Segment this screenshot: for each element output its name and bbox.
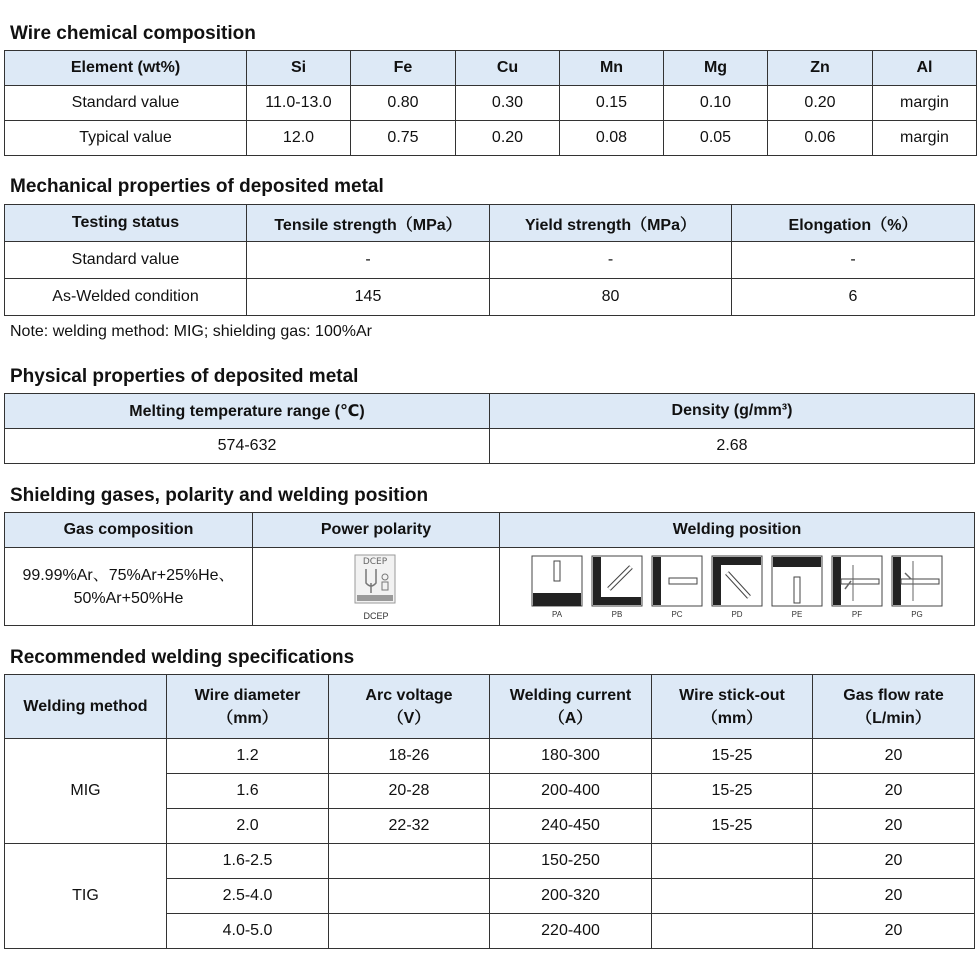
table-cell: - <box>490 242 732 279</box>
gas-line-2: 50%Ar+50%He <box>73 589 184 607</box>
gas-line-1: 99.99%Ar、75%Ar+25%He、 <box>22 566 235 584</box>
header-cell: Fe <box>351 51 456 86</box>
dcep-label: DCEP <box>363 610 389 621</box>
table-cell: margin <box>873 121 977 156</box>
header-cell: Yield strength（MPa） <box>490 205 732 242</box>
specs-title: Recommended welding specifications <box>10 647 355 668</box>
table-cell: Standard value <box>5 242 247 279</box>
table-cell: Typical value <box>5 121 247 156</box>
dcep-icon-text: DCEP <box>362 556 388 567</box>
table-row <box>5 429 975 464</box>
method-cell-tig: TIG <box>5 844 167 949</box>
position-pg: PG <box>891 555 943 619</box>
header-cell: Al <box>873 51 977 86</box>
header-cell: Welding method <box>5 675 167 739</box>
position-pg-icon <box>891 555 943 607</box>
header-cell: Mg <box>664 51 768 86</box>
table-cell <box>652 844 813 879</box>
table-header-row <box>5 513 975 548</box>
header-cell: Mn <box>560 51 664 86</box>
position-pb-icon <box>591 555 643 607</box>
table-cell: 574-632 <box>5 429 490 464</box>
header-cell: Gas composition <box>5 513 253 548</box>
table-cell: 6 <box>732 279 975 316</box>
specs-table <box>4 674 975 949</box>
position-pb: PB <box>591 555 643 619</box>
mechanical-title: Mechanical properties of deposited metal <box>10 176 384 197</box>
welding-note: Note: welding method: MIG; shielding gas: 100%Ar <box>10 323 372 340</box>
table-cell: 240-450 <box>490 809 652 844</box>
table-row <box>5 844 975 879</box>
table-cell: 0.20 <box>456 121 560 156</box>
shielding-table <box>4 512 975 626</box>
table-cell <box>329 844 490 879</box>
header-cell: Element (wt%) <box>5 51 247 86</box>
wire-composition-title: Wire chemical composition <box>10 23 256 44</box>
position-pd-icon <box>711 555 763 607</box>
table-cell: Standard value <box>5 86 247 121</box>
position-pa: PA <box>531 555 583 619</box>
table-cell: As-Welded condition <box>5 279 247 316</box>
header-cell: Melting temperature range (℃) <box>5 394 490 429</box>
dcep-polarity-icon <box>351 553 401 609</box>
table-cell: 15-25 <box>652 809 813 844</box>
position-pc-icon <box>651 555 703 607</box>
position-pe-icon <box>771 555 823 607</box>
header-cell: Wire diameter （mm） <box>167 675 329 739</box>
table-cell: 22-32 <box>329 809 490 844</box>
table-row <box>5 242 975 279</box>
power-polarity-cell <box>253 548 500 626</box>
wire-composition-table <box>4 50 977 156</box>
table-header-row <box>5 51 977 86</box>
table-cell: 0.75 <box>351 121 456 156</box>
position-pf: PF <box>831 555 883 619</box>
table-header-row <box>5 675 975 739</box>
table-cell: 18-26 <box>329 739 490 774</box>
position-pa-icon <box>531 555 583 607</box>
table-cell: 0.10 <box>664 86 768 121</box>
header-cell: Elongation（%） <box>732 205 975 242</box>
table-cell: 0.05 <box>664 121 768 156</box>
header-cell: Zn <box>768 51 873 86</box>
table-cell: 1.6-2.5 <box>167 844 329 879</box>
table-cell: - <box>732 242 975 279</box>
table-cell: 4.0-5.0 <box>167 914 329 949</box>
table-cell: 180-300 <box>490 739 652 774</box>
table-cell: 150-250 <box>490 844 652 879</box>
table-cell: 20 <box>813 739 975 774</box>
position-pe: PE <box>771 555 823 619</box>
header-cell: Tensile strength（MPa） <box>247 205 490 242</box>
table-header-row <box>5 394 975 429</box>
table-row <box>5 86 977 121</box>
header-cell: Testing status <box>5 205 247 242</box>
table-row <box>5 121 977 156</box>
table-cell: 0.80 <box>351 86 456 121</box>
header-cell: Density (g/mm³) <box>490 394 975 429</box>
mechanical-table <box>4 204 975 316</box>
table-cell: 20 <box>813 809 975 844</box>
table-cell: 0.08 <box>560 121 664 156</box>
table-cell: 15-25 <box>652 739 813 774</box>
table-cell <box>329 879 490 914</box>
table-cell: 200-320 <box>490 879 652 914</box>
physical-title: Physical properties of deposited metal <box>10 366 359 387</box>
gas-composition-cell <box>5 548 253 626</box>
table-cell <box>652 914 813 949</box>
table-cell: 200-400 <box>490 774 652 809</box>
table-header-row <box>5 205 975 242</box>
table-row <box>5 548 975 626</box>
table-cell: - <box>247 242 490 279</box>
header-cell: Si <box>247 51 351 86</box>
header-cell: Wire stick-out （mm） <box>652 675 813 739</box>
table-row <box>5 279 975 316</box>
table-cell: 80 <box>490 279 732 316</box>
table-cell: 0.06 <box>768 121 873 156</box>
position-pc: PC <box>651 555 703 619</box>
method-cell-mig: MIG <box>5 739 167 844</box>
welding-position-cell <box>500 548 975 626</box>
table-cell: 1.2 <box>167 739 329 774</box>
table-row <box>5 739 975 774</box>
header-cell: Power polarity <box>253 513 500 548</box>
table-cell: 0.15 <box>560 86 664 121</box>
table-cell: 2.0 <box>167 809 329 844</box>
table-cell: 2.68 <box>490 429 975 464</box>
physical-table <box>4 393 975 464</box>
table-cell: margin <box>873 86 977 121</box>
table-cell: 220-400 <box>490 914 652 949</box>
table-cell: 145 <box>247 279 490 316</box>
table-cell: 1.6 <box>167 774 329 809</box>
table-cell: 20 <box>813 914 975 949</box>
table-cell <box>652 879 813 914</box>
table-cell: 2.5-4.0 <box>167 879 329 914</box>
position-pf-icon <box>831 555 883 607</box>
table-cell: 0.20 <box>768 86 873 121</box>
table-cell: 20 <box>813 844 975 879</box>
header-cell: Arc voltage （V） <box>329 675 490 739</box>
table-cell: 15-25 <box>652 774 813 809</box>
header-cell: Cu <box>456 51 560 86</box>
header-cell: Gas flow rate （L/min） <box>813 675 975 739</box>
header-cell: Welding current （A） <box>490 675 652 739</box>
table-cell: 11.0-13.0 <box>247 86 351 121</box>
table-cell: 20 <box>813 774 975 809</box>
position-pd: PD <box>711 555 763 619</box>
table-cell: 20 <box>813 879 975 914</box>
table-cell: 20-28 <box>329 774 490 809</box>
table-cell: 0.30 <box>456 86 560 121</box>
table-cell: 12.0 <box>247 121 351 156</box>
header-cell: Welding position <box>500 513 975 548</box>
table-cell <box>329 914 490 949</box>
shielding-title: Shielding gases, polarity and welding position <box>10 485 429 506</box>
